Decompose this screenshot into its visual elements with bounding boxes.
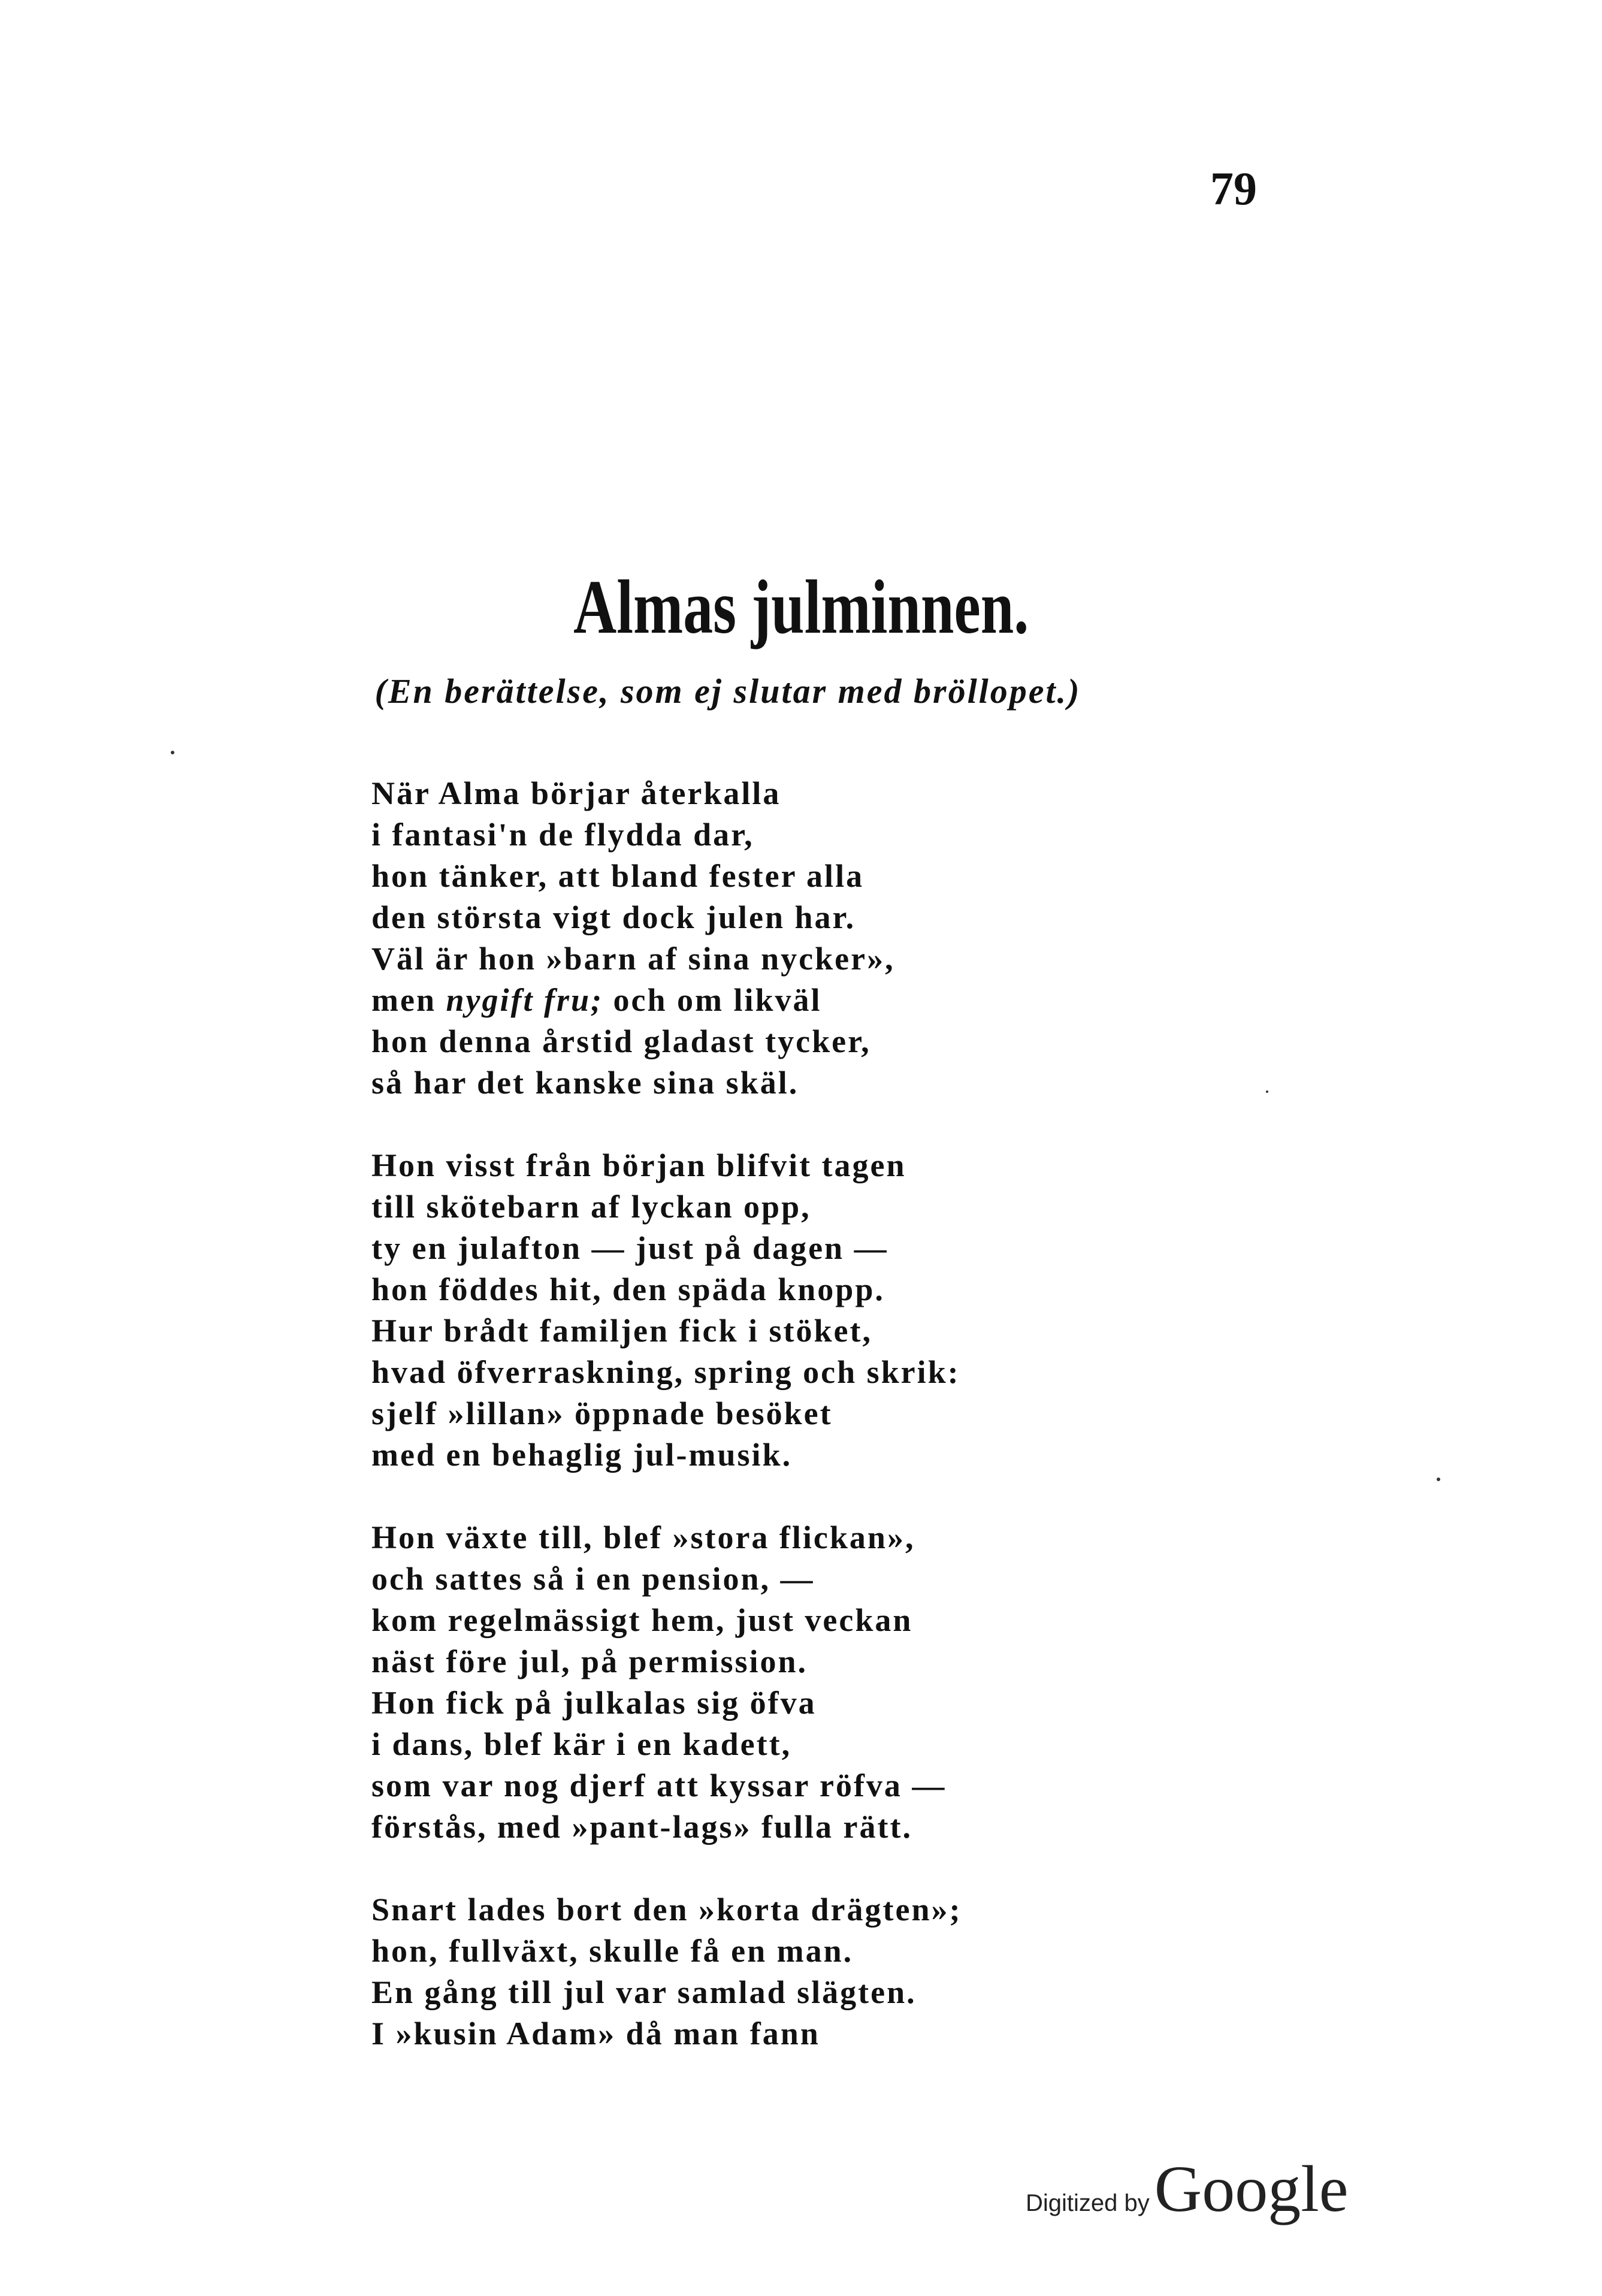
watermark-brand: Google: [1154, 2152, 1349, 2225]
google-watermark: [1026, 2151, 1349, 2227]
poem-line: Hon visst från början blifvit tagen: [371, 1147, 906, 1183]
poem-title-text: Almas julminnen.: [573, 564, 1029, 649]
poem-line: sjelf »lillan» öppnade besöket: [371, 1395, 833, 1431]
poem-line: i fantasi'n de flydda dar,: [371, 817, 754, 853]
poem-line: till skötebarn af lyckan opp,: [371, 1189, 811, 1225]
watermark-prefix: Digitized by: [1026, 2190, 1150, 2216]
stanza: [371, 1889, 962, 2055]
poem-line: hvad öfverraskning, spring och skrik:: [371, 1354, 960, 1390]
poem-title: [0, 563, 1602, 651]
poem-line: hon denna årstid gladast tycker,: [371, 1023, 871, 1059]
poem-line: Snart lades bort den »korta drägten»;: [371, 1892, 962, 1928]
poem-body: [371, 773, 962, 2096]
poem-line: näst före jul, på permission.: [371, 1644, 808, 1679]
poem-line: hon, fullväxt, skulle få en man.: [371, 1933, 854, 1969]
scan-speck: [171, 751, 174, 754]
poem-line: i dans, blef kär i en kadett,: [371, 1726, 792, 1762]
poem-line: Väl är hon »barn af sina nycker»,: [371, 941, 895, 977]
italic-phrase: nygift fru;: [446, 982, 603, 1018]
poem-line: så har det kanske sina skäl.: [371, 1065, 799, 1101]
poem-line: När Alma börjar återkalla: [371, 775, 781, 811]
poem-line: Hur brådt familjen fick i stöket,: [371, 1313, 872, 1349]
poem-line: Hon fick på julkalas sig öfva: [371, 1685, 817, 1721]
page-number: 79: [1210, 162, 1257, 215]
poem-line: kom regelmässigt hem, just veckan: [371, 1602, 913, 1638]
stanza: [371, 773, 962, 1104]
poem-line: ty en julafton — just på dagen —: [371, 1230, 888, 1266]
scan-speck: [1437, 1478, 1440, 1481]
scan-speck: [1266, 1090, 1268, 1093]
poem-line: den största vigt dock julen har.: [371, 899, 856, 935]
stanza: [371, 1145, 962, 1476]
poem-line: Hon växte till, blef »stora flickan»,: [371, 1519, 915, 1555]
poem-subtitle: (En berättelse, som ej slutar med bröllopet.): [374, 672, 1081, 711]
poem-line: och sattes så i en pension, —: [371, 1561, 815, 1597]
poem-line: som var nog djerf att kyssar röfva —: [371, 1768, 947, 1803]
poem-line: men nygift fru; och om likväl: [371, 982, 822, 1018]
poem-line: förstås, med »pant-lags» fulla rätt.: [371, 1809, 912, 1845]
poem-line: med en behaglig jul-musik.: [371, 1437, 793, 1473]
poem-line: En gång till jul var samlad slägten.: [371, 1974, 917, 2010]
stanza: [371, 1517, 962, 1848]
poem-line: I »kusin Adam» då man fann: [371, 2016, 820, 2052]
poem-line: hon tänker, att bland fester alla: [371, 858, 865, 894]
poem-line: hon föddes hit, den späda knopp.: [371, 1271, 885, 1307]
